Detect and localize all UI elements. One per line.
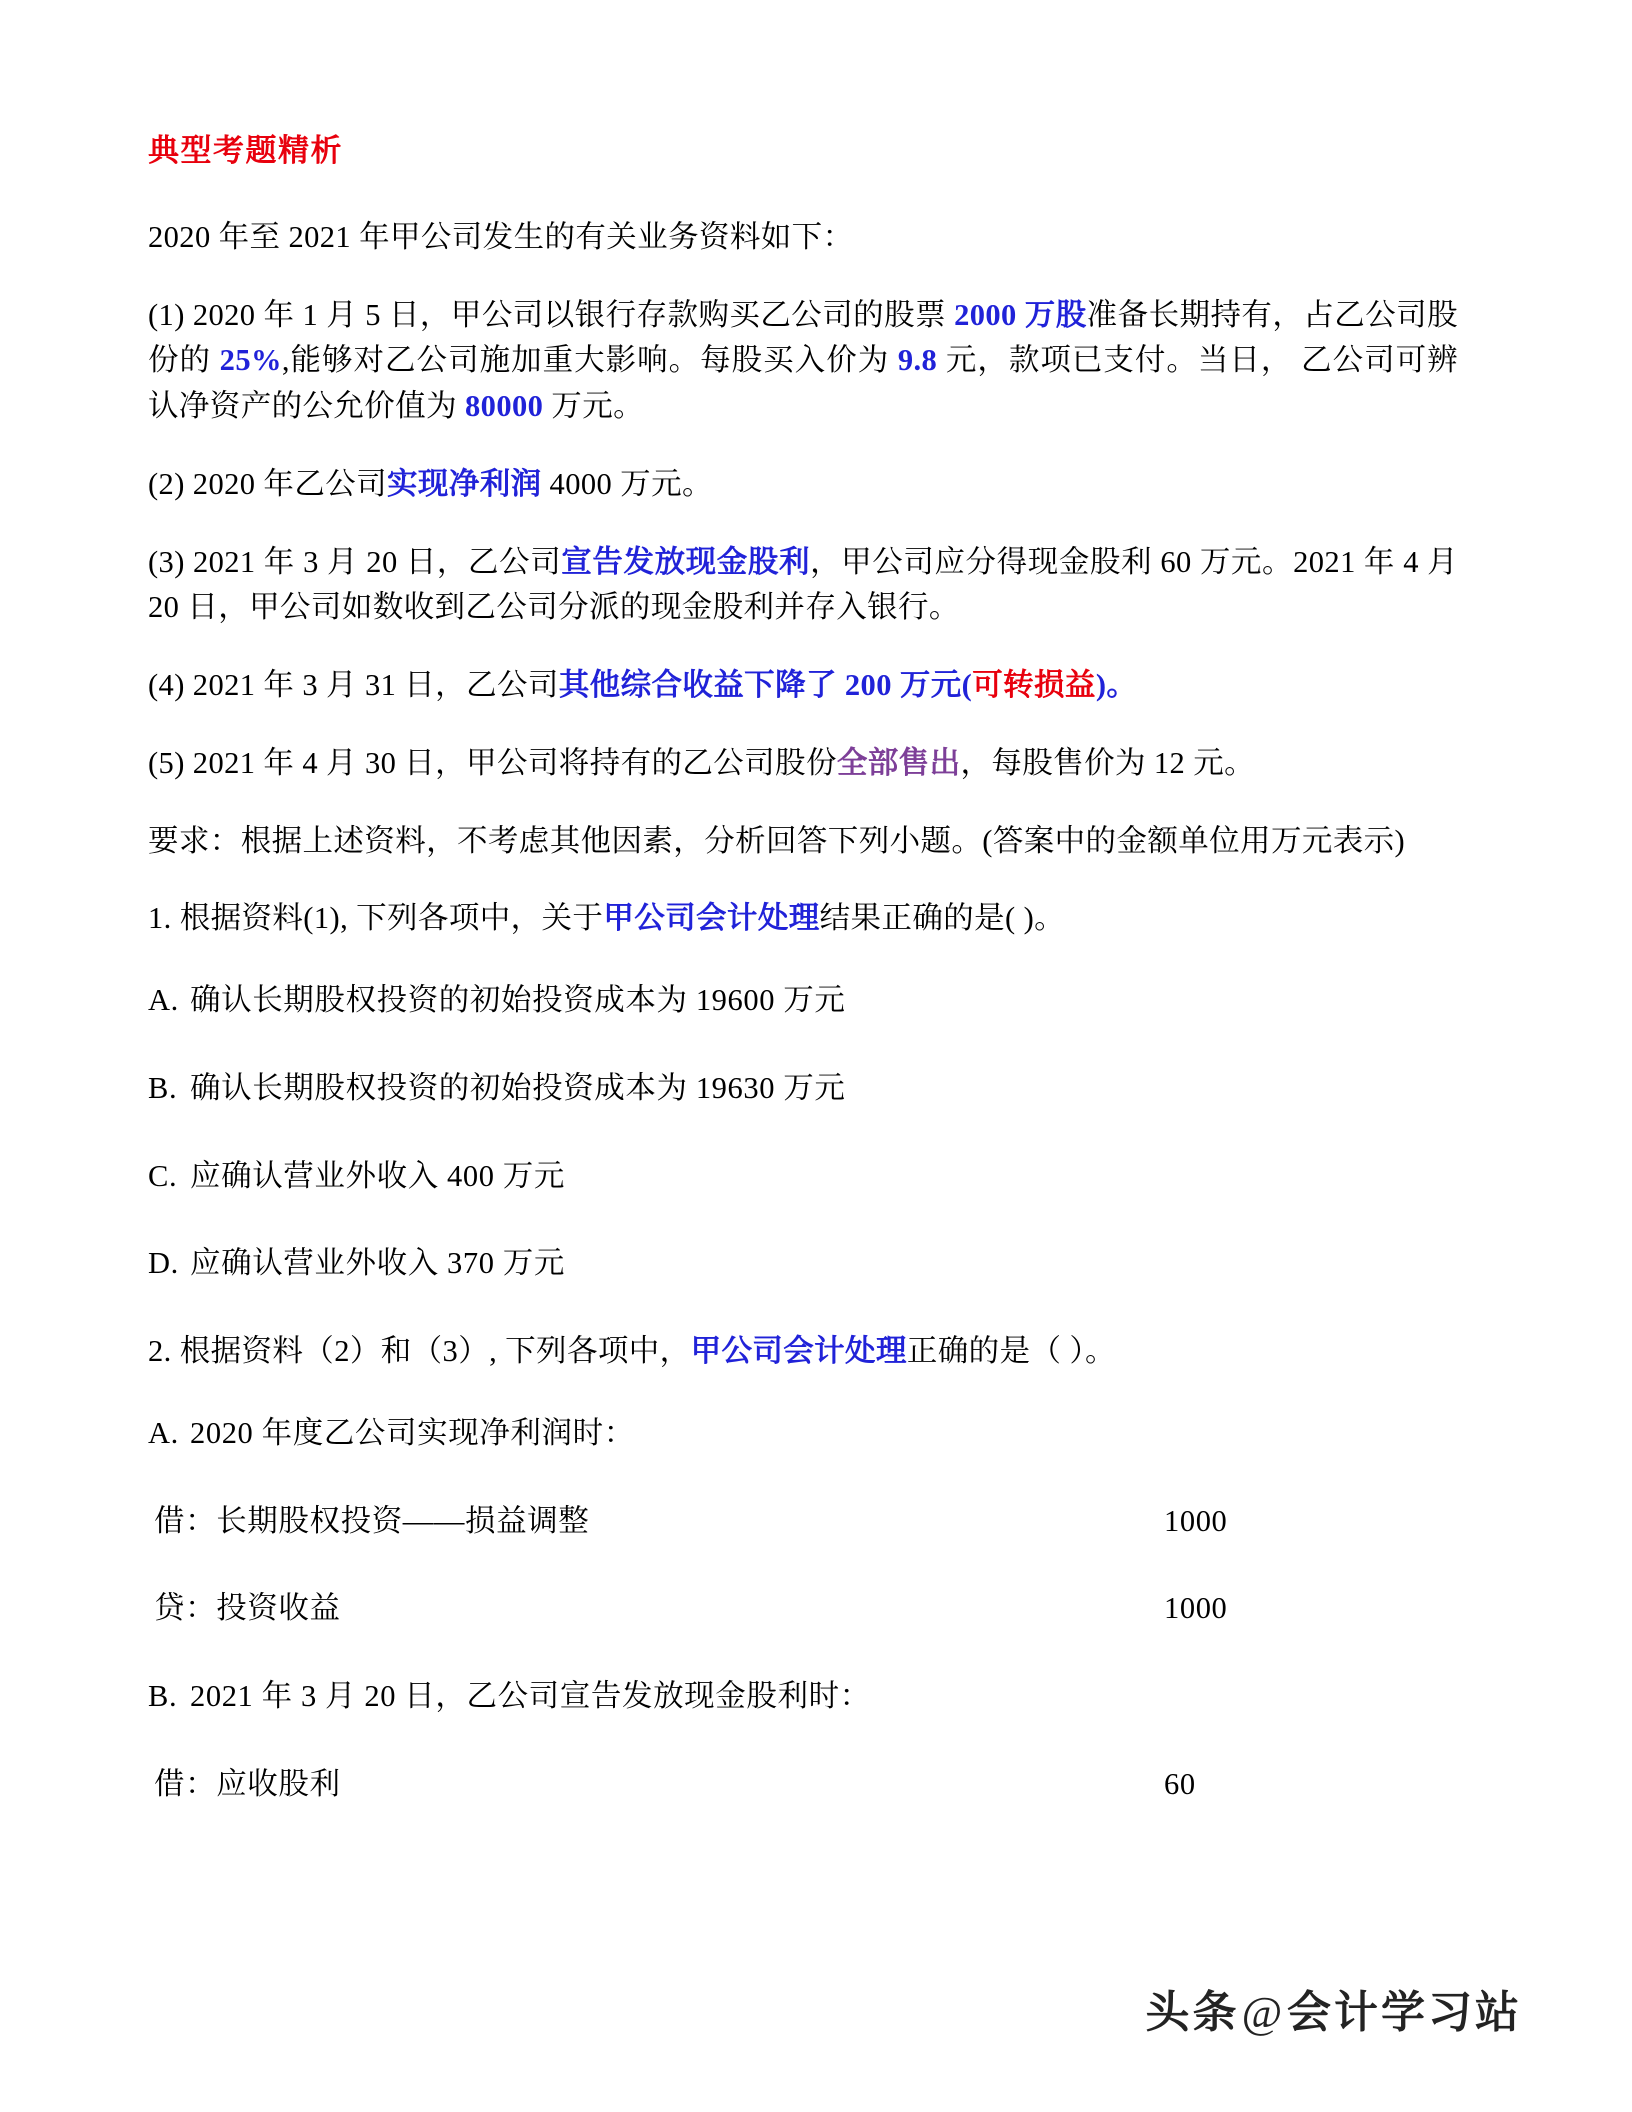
text-run-blue: 其他综合收益下降了 200 万元( [558,668,973,702]
journal-entry-row [148,1762,1458,1808]
journal-entry-amount: 1000 [1164,1503,1228,1538]
material-item-5 [148,741,1458,787]
text-run-black: 1. 根据资料(1), 下列各项中，关于 [148,901,604,936]
journal-entry-label: 借：长期股权投资——损益调整 [154,1503,590,1538]
text-run-blue: 宣告发放现金股利 [561,544,811,579]
text-run-black: 万元。 [543,389,645,423]
text-run-blue: 9.8 [897,343,938,378]
text-run-blue: 实现净利润 [387,466,542,501]
text-run-black: 元，款项已支付。当日， 乙公司可辨认净资产的公允价值为 [148,343,1459,423]
option-letter: D. [148,1246,179,1281]
journal-entry-row [148,1499,1458,1545]
option-text: 应确认营业外收入 370 万元 [190,1246,565,1281]
journal-entry-row [148,1586,1458,1632]
text-run-black: 结果正确的是( )。 [819,901,1066,936]
option-text: 确认长期股权投资的初始投资成本为 19600 万元 [190,983,846,1017]
document-content [148,132,1458,1850]
text-run-black: (1) 2020 年 1 月 5 日，甲公司以银行存款购买乙公司的股票 [148,297,955,332]
question-2-stem [148,1329,1458,1375]
text-run-black: 4000 万元。 [541,466,713,501]
text-run-black: (3) 2021 年 3 月 20 日，乙公司 [148,544,562,579]
question-1-option-b[interactable] [148,1066,1458,1112]
option-letter: B. [148,1070,178,1105]
text-run-red: 可转损益 [972,668,1096,702]
question-2-option-b[interactable] [148,1674,1458,1720]
text-run-black: ，每股售价为 12 元。 [960,745,1256,780]
text-run-blue: 甲公司会计处理 [690,1334,907,1368]
text-run-black: (2) 2020 年乙公司 [148,466,388,501]
journal-entry-amount: 60 [1164,1766,1196,1801]
text-run-blue: 2000 万股 [954,297,1087,332]
text-run-blue: )。 [1095,668,1138,702]
watermark [1146,1976,1522,2040]
text-run-black: 正确的是（ ）。 [906,1334,1116,1368]
question-2-option-a[interactable] [148,1411,1458,1457]
intro-paragraph: 2020 年至 2021 年甲公司发生的有关业务资料如下： [148,219,854,254]
text-run-purple: 全部售出 [836,745,961,780]
question-1-option-d[interactable] [148,1241,1458,1287]
material-item-3 [148,540,1458,632]
watermark-account: 会计学习站 [1287,1988,1522,2037]
page-title: 典型考题精析 [148,133,343,168]
option-letter: A. [148,1415,179,1450]
watermark-prefix: 头条 [1145,1988,1240,2037]
text-run-black: 准备长期持有，占乙公司股份的 [148,297,1458,378]
question-1-option-c[interactable] [148,1154,1458,1200]
material-item-2 [148,462,1458,508]
text-run-black: (4) 2021 年 3 月 31 日，乙公司 [148,668,559,702]
text-run-black: 2. 根据资料（2）和（3）, 下列各项中， [148,1334,691,1368]
text-run-black: 要求：根据上述资料，不考虑其他因素，分析回答下列小题。(答案中的金额单位用万元表示) [148,823,1406,858]
text-run-blue: 甲公司会计处理 [603,901,820,936]
journal-entry-amount: 1000 [1164,1591,1228,1626]
option-letter: C. [148,1158,178,1193]
text-run-black: ,能够对乙公司施加重大影响。每股买入价为 [281,343,898,378]
question-1-stem [148,896,1458,942]
option-letter: A. [148,983,179,1017]
journal-entry-label: 贷：投资收益 [154,1591,341,1626]
material-item-4 [148,663,1458,709]
text-run-blue: 80000 [465,389,544,423]
option-text: 2020 年度乙公司实现净利润时： [190,1415,635,1450]
requirement-paragraph [148,819,1458,865]
option-text: 确认长期股权投资的初始投资成本为 19630 万元 [190,1070,846,1105]
option-letter: B. [148,1679,178,1713]
option-text: 应确认营业外收入 400 万元 [190,1158,565,1193]
question-1-option-a[interactable] [148,978,1458,1024]
journal-entry-label: 借：应收股利 [154,1766,341,1801]
option-text: 2021 年 3 月 20 日，乙公司宣告发放现金股利时： [190,1679,871,1713]
text-run-black: ，甲公司应分得现金股利 60 万元。2021 年 4 月 20 日，甲公司如数收到乙公司分派的现金股利并存入银行。 [148,544,1459,625]
material-item-1 [148,293,1458,430]
watermark-at-symbol: @ [1241,1988,1285,2037]
text-run-blue: 25% [219,343,282,378]
text-run-black: (5) 2021 年 4 月 30 日，甲公司将持有的乙公司股份 [148,745,837,780]
